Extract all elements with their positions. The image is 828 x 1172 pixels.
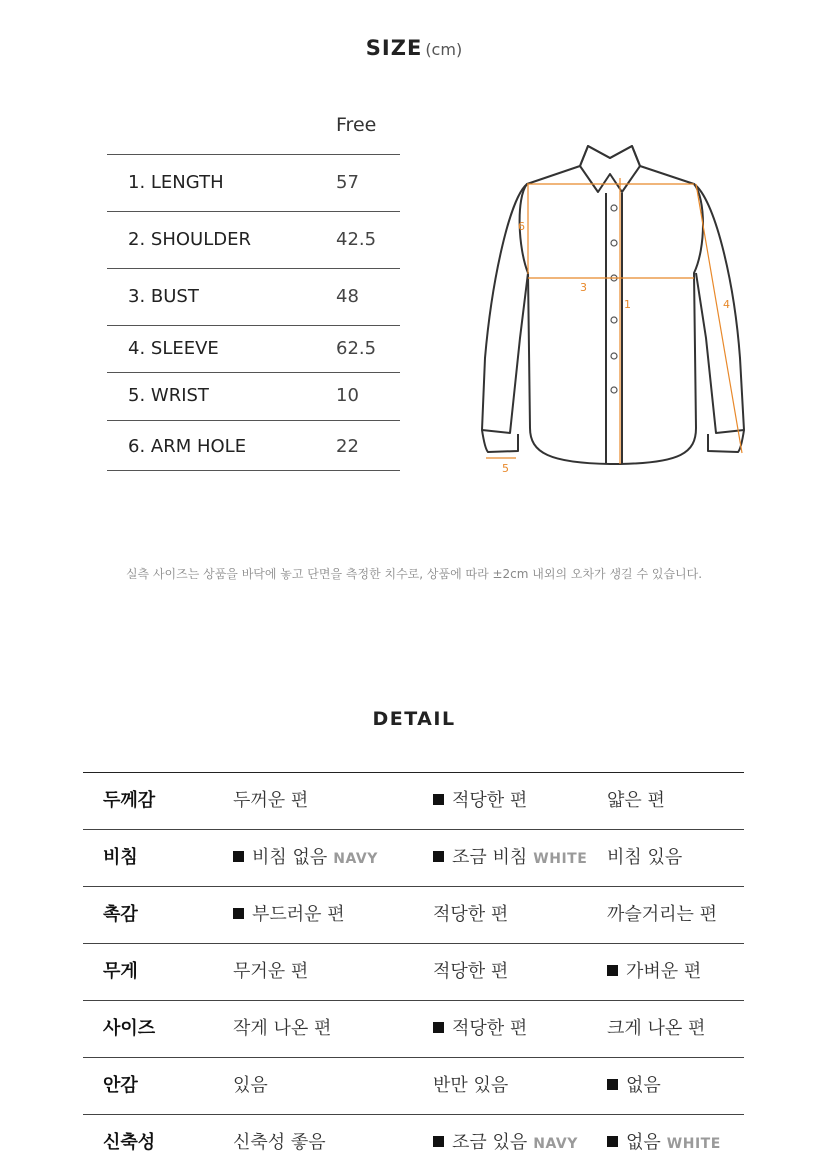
detail-option bbox=[433, 773, 527, 829]
size-value: 22 bbox=[336, 436, 359, 457]
selected-square-icon bbox=[433, 794, 444, 805]
detail-heading: DETAIL bbox=[372, 708, 456, 730]
selected-square-icon bbox=[433, 1022, 444, 1033]
size-row-length bbox=[107, 154, 400, 212]
detail-option bbox=[433, 1001, 527, 1057]
selected-square-icon bbox=[607, 1136, 618, 1147]
size-row-armhole bbox=[107, 420, 400, 471]
size-column-header: Free bbox=[336, 114, 377, 136]
detail-row bbox=[83, 886, 744, 943]
measure-label-4: 4 bbox=[723, 298, 730, 311]
detail-option-text: 조금 비침 bbox=[452, 847, 528, 868]
measure-label-3: 3 bbox=[580, 281, 587, 294]
detail-option bbox=[233, 830, 378, 886]
selected-square-icon bbox=[607, 1079, 618, 1090]
detail-row bbox=[83, 772, 744, 829]
detail-option-text: 크게 나온 편 bbox=[607, 1018, 706, 1039]
color-tag: NAVY bbox=[333, 851, 378, 867]
size-heading: SIZE bbox=[365, 36, 423, 60]
size-value: 57 bbox=[336, 172, 359, 193]
size-value: 48 bbox=[336, 286, 359, 307]
detail-option-text: 신축성 좋음 bbox=[233, 1132, 326, 1153]
selected-square-icon bbox=[233, 851, 244, 862]
color-tag: WHITE bbox=[533, 851, 588, 867]
measure-label-5: 5 bbox=[502, 462, 509, 475]
size-label: 2. SHOULDER bbox=[128, 229, 251, 250]
detail-option bbox=[607, 773, 665, 829]
detail-option-text: 없음 bbox=[626, 1132, 661, 1153]
detail-option-text: 무거운 편 bbox=[233, 961, 309, 982]
size-label: 1. LENGTH bbox=[128, 172, 224, 193]
detail-row-label: 안감 bbox=[103, 1075, 138, 1096]
detail-option bbox=[233, 944, 308, 1000]
size-label: 4. SLEEVE bbox=[128, 338, 219, 359]
size-label: 6. ARM HOLE bbox=[128, 436, 247, 457]
detail-option-text: 두꺼운 편 bbox=[233, 790, 309, 811]
detail-option bbox=[433, 830, 587, 886]
detail-option bbox=[233, 1001, 331, 1057]
detail-option-text: 없음 bbox=[626, 1075, 661, 1096]
size-value: 62.5 bbox=[336, 338, 377, 359]
detail-row bbox=[83, 829, 744, 886]
detail-option-text: 비침 있음 bbox=[607, 847, 683, 868]
size-label: 5. WRIST bbox=[128, 385, 209, 406]
measure-label-1: 1 bbox=[624, 298, 631, 311]
size-unit: (cm) bbox=[425, 40, 463, 59]
selected-square-icon bbox=[607, 965, 618, 976]
detail-option bbox=[233, 887, 345, 943]
size-row-bust bbox=[107, 268, 400, 326]
detail-option bbox=[233, 1058, 268, 1114]
detail-option-text: 까슬거리는 편 bbox=[607, 904, 718, 925]
detail-option bbox=[607, 1058, 661, 1114]
detail-option-text: 얇은 편 bbox=[607, 790, 665, 811]
selected-square-icon bbox=[233, 908, 244, 919]
detail-row-label: 신축성 bbox=[103, 1132, 156, 1153]
detail-option-text: 적당한 편 bbox=[452, 790, 528, 811]
detail-option bbox=[607, 887, 717, 943]
detail-option bbox=[233, 1115, 326, 1171]
detail-option-text: 조금 있음 bbox=[452, 1132, 528, 1153]
size-value: 42.5 bbox=[336, 229, 377, 250]
detail-option-text: 비침 없음 bbox=[252, 847, 328, 868]
detail-row bbox=[83, 1057, 744, 1114]
shirt-buttons bbox=[611, 205, 617, 393]
size-label: 3. BUST bbox=[128, 286, 199, 307]
detail-row bbox=[83, 943, 744, 1000]
detail-option-text: 부드러운 편 bbox=[252, 904, 345, 925]
detail-option-text: 반만 있음 bbox=[433, 1075, 509, 1096]
detail-option-text: 적당한 편 bbox=[452, 1018, 528, 1039]
detail-option-text: 적당한 편 bbox=[433, 904, 509, 925]
size-row-wrist bbox=[107, 372, 400, 421]
size-title bbox=[0, 36, 828, 60]
detail-row-label: 두께감 bbox=[103, 790, 156, 811]
detail-option bbox=[433, 1115, 578, 1171]
detail-option bbox=[607, 1001, 705, 1057]
detail-option bbox=[433, 1058, 508, 1114]
detail-option bbox=[433, 887, 508, 943]
size-row-shoulder bbox=[107, 211, 400, 269]
shirt-outline bbox=[482, 146, 744, 464]
detail-option-text: 있음 bbox=[233, 1075, 268, 1096]
detail-option-text: 가벼운 편 bbox=[626, 961, 702, 982]
size-value: 10 bbox=[336, 385, 359, 406]
detail-row-label: 비침 bbox=[103, 847, 138, 868]
detail-row-label: 사이즈 bbox=[103, 1018, 156, 1039]
detail-option bbox=[607, 944, 701, 1000]
detail-option bbox=[433, 944, 508, 1000]
size-row-sleeve bbox=[107, 325, 400, 373]
detail-option-text: 적당한 편 bbox=[433, 961, 509, 982]
detail-row bbox=[83, 1114, 744, 1171]
detail-row bbox=[83, 1000, 744, 1057]
size-table-bottom-rule bbox=[107, 470, 400, 471]
detail-option bbox=[607, 1115, 721, 1171]
measurement-note: 실측 사이즈는 상품을 바닥에 놓고 단면을 측정한 치수로, 상품에 따라 ±2cm 내외의 오차가 생길 수 있습니다. bbox=[125, 567, 703, 581]
detail-option bbox=[233, 773, 308, 829]
color-tag: WHITE bbox=[666, 1136, 721, 1152]
color-tag: NAVY bbox=[533, 1136, 578, 1152]
selected-square-icon bbox=[433, 1136, 444, 1147]
detail-row-label: 무게 bbox=[103, 961, 138, 982]
measure-label-6: 6 bbox=[518, 220, 525, 233]
detail-option bbox=[607, 830, 682, 886]
shirt-measurement-diagram bbox=[470, 138, 760, 478]
selected-square-icon bbox=[433, 851, 444, 862]
detail-option-text: 작게 나온 편 bbox=[233, 1018, 332, 1039]
detail-row-label: 촉감 bbox=[103, 904, 138, 925]
